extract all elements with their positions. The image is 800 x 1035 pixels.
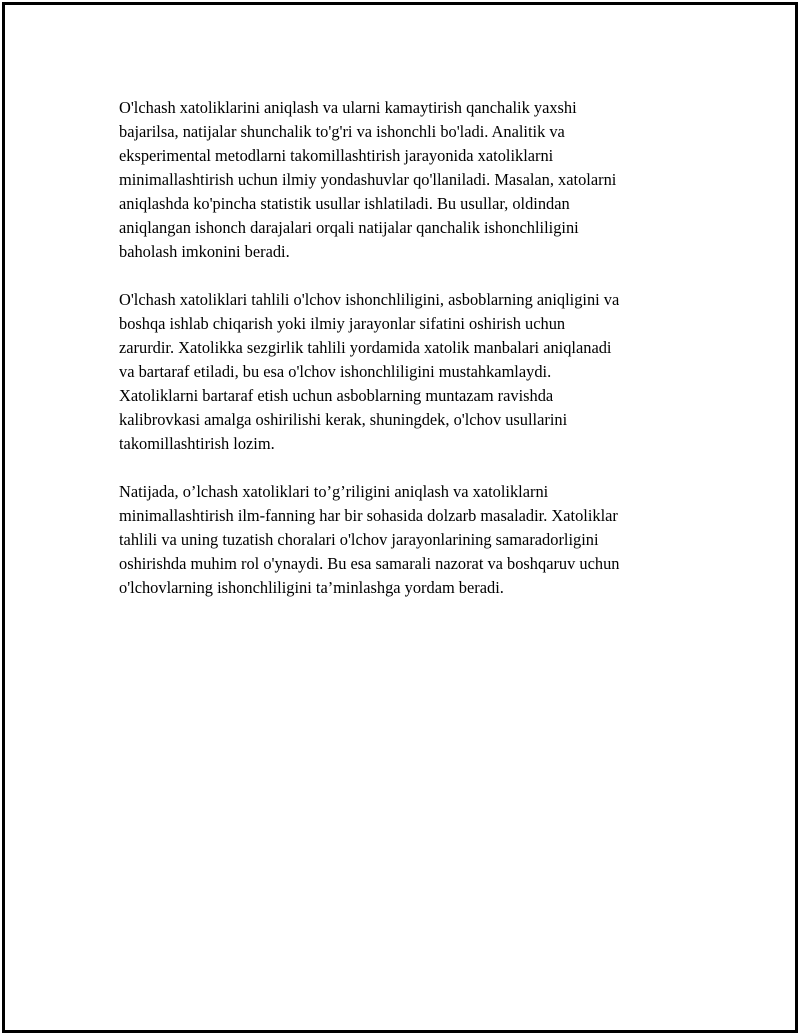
document-page bbox=[2, 2, 798, 1033]
paragraph-2: O'lchash xatoliklari tahlili o'lchov ishonchliligini, asboblarning aniqligini va boshqa ishlab chiqarish yoki ilmiy jarayonlar sifatini oshirish uchun zarurdir. Xatolikka sezgirlik tahlili yordamida xatolik manbalari aniqlanadi va bartaraf etiladi, bu esa o'lchov ishonchliligini mustahkamlaydi. Xatoliklarni bartaraf etish uchun asboblarning muntazam ravishda kalibrovkasi amalga oshirilishi kerak, shuningdek, o'lchov usullarini takomillashtirish lozim. bbox=[119, 290, 620, 453]
paragraph-1: O'lchash xatoliklarini aniqlash va ularni kamaytirish qanchalik yaxshi bajarilsa, natijalar shunchalik to'g'ri va ishonchli bo'ladi. Analitik va eksperimental metodlarni takomillashtirish jarayonida xatoliklarni minimallashtirish uchun ilmiy yondashuvlar qo'llaniladi. Masalan, xatolarni aniqlashda ko'pincha statistik usullar ishlatiladi. Bu usullar, oldindan aniqlangan ishonch darajalari orqali natijalar qanchalik ishonchliligini baholash imkonini beradi. bbox=[119, 98, 617, 261]
paragraph-3: Natijada, o’lchash xatoliklari to’g’riligini aniqlash va xatoliklarni minimallashtirish ilm-fanning har bir sohasida dolzarb masaladir. Xatoliklar tahlili va uning tuzatish choralari o'lchov jarayonlarining samaradorligini oshirishda muhim rol o'ynaydi. Bu esa samarali nazorat va boshqaruv uchun o'lchovlarning ishonchliligini ta’minlashga yordam beradi. bbox=[119, 482, 620, 597]
document-body bbox=[119, 96, 689, 624]
